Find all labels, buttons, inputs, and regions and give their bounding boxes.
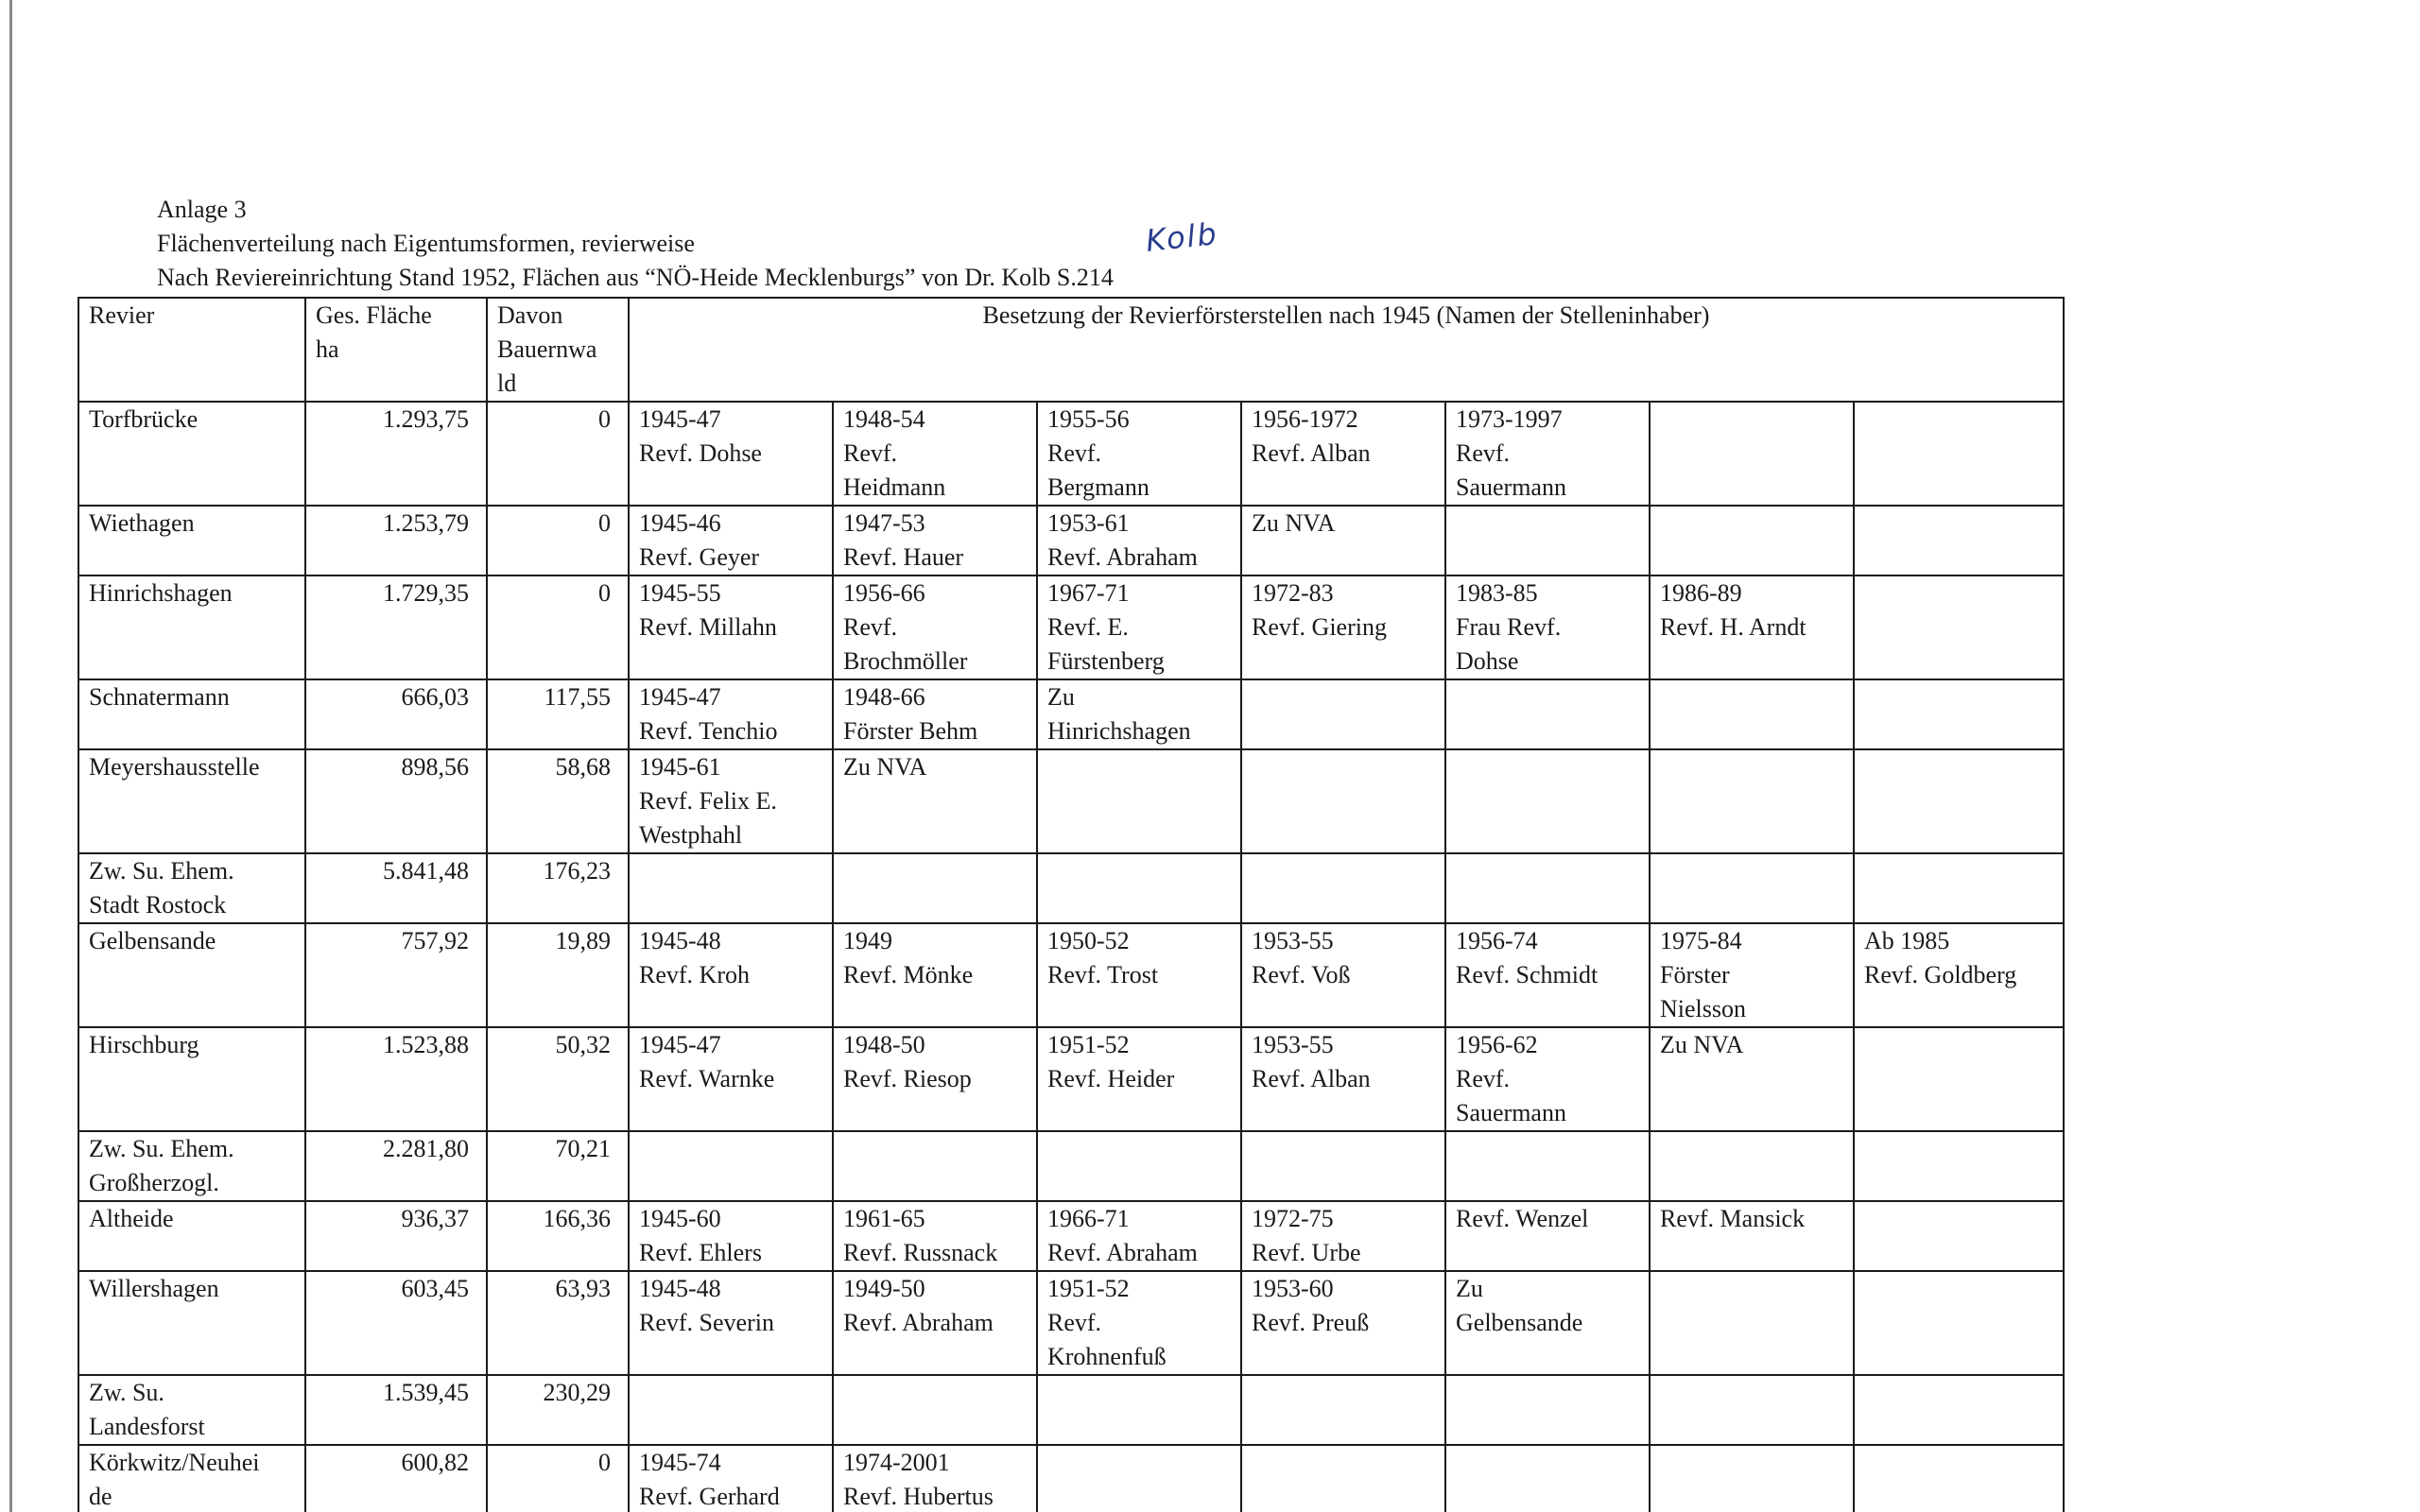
cell-besetzung: 1953-55 Revf. Voß <box>1241 923 1445 1027</box>
cell-bauernwald: 230,29 <box>487 1375 629 1445</box>
cell-besetzung <box>1445 853 1650 923</box>
cell-revier: Zw. Su. Ehem. Großherzogl. <box>78 1131 305 1201</box>
cell-besetzung: 1953-55 Revf. Alban <box>1241 1027 1445 1131</box>
table-row <box>78 1131 2064 1201</box>
cell-bauernwald: 58,68 <box>487 749 629 853</box>
cell-besetzung: 1953-60 Revf. Preuß <box>1241 1271 1445 1375</box>
cell-flaeche: 757,92 <box>305 923 487 1027</box>
column-header-bauernwald: Davon Bauernwa ld <box>487 298 629 402</box>
cell-besetzung: 1974-2001 Revf. Hubertus <box>833 1445 1037 1512</box>
cell-besetzung <box>1650 749 1854 853</box>
table-row <box>78 679 2064 749</box>
cell-besetzung: 1956-74 Revf. Schmidt <box>1445 923 1650 1027</box>
cell-flaeche: 936,37 <box>305 1201 487 1271</box>
table-row <box>78 1271 2064 1375</box>
cell-besetzung <box>629 853 833 923</box>
cell-besetzung: 1955-56 Revf. Bergmann <box>1037 402 1241 506</box>
cell-besetzung <box>1241 679 1445 749</box>
cell-besetzung: Zu Hinrichshagen <box>1037 679 1241 749</box>
cell-besetzung: 1945-74 Revf. Gerhard <box>629 1445 833 1512</box>
cell-flaeche: 1.293,75 <box>305 402 487 506</box>
cell-flaeche: 898,56 <box>305 749 487 853</box>
cell-besetzung <box>1241 749 1445 853</box>
cell-besetzung <box>833 853 1037 923</box>
cell-besetzung <box>1445 506 1650 576</box>
cell-besetzung <box>1650 402 1854 506</box>
cell-besetzung <box>1854 1445 2064 1512</box>
cell-besetzung: Ab 1985 Revf. Goldberg <box>1854 923 2064 1027</box>
table-row <box>78 1027 2064 1131</box>
cell-besetzung: 1945-61 Revf. Felix E. Westphahl <box>629 749 833 853</box>
table-row <box>78 402 2064 506</box>
document-title: Flächenverteilung nach Eigentumsformen, revierweise <box>157 230 695 257</box>
cell-besetzung <box>1650 506 1854 576</box>
cell-besetzung <box>1650 1445 1854 1512</box>
cell-bauernwald: 50,32 <box>487 1027 629 1131</box>
cell-besetzung <box>1854 1375 2064 1445</box>
cell-besetzung: Revf. Wenzel <box>1445 1201 1650 1271</box>
document-source-note: Nach Reviereinrichtung Stand 1952, Flächen aus “NÖ-Heide Mecklenburgs” von Dr. Kolb S.214 <box>157 264 1114 291</box>
cell-besetzung: 1961-65 Revf. Russnack <box>833 1201 1037 1271</box>
cell-besetzung: 1973-1997 Revf. Sauermann <box>1445 402 1650 506</box>
cell-besetzung <box>1445 1131 1650 1201</box>
cell-besetzung <box>1445 1375 1650 1445</box>
cell-besetzung: 1951-52 Revf. Krohnenfuß <box>1037 1271 1241 1375</box>
scan-edge-rule <box>9 0 12 1512</box>
cell-besetzung: 1975-84 Förster Nielsson <box>1650 923 1854 1027</box>
cell-revier: Hinrichshagen <box>78 576 305 679</box>
table-row <box>78 506 2064 576</box>
table-row <box>78 853 2064 923</box>
annex-label: Anlage 3 <box>157 196 247 223</box>
cell-besetzung: 1966-71 Revf. Abraham <box>1037 1201 1241 1271</box>
cell-besetzung <box>1445 749 1650 853</box>
cell-besetzung: 1948-54 Revf. Heidmann <box>833 402 1037 506</box>
cell-besetzung <box>1037 1131 1241 1201</box>
cell-bauernwald: 70,21 <box>487 1131 629 1201</box>
table-row <box>78 1201 2064 1271</box>
table-row <box>78 1375 2064 1445</box>
cell-besetzung <box>1241 1131 1445 1201</box>
cell-besetzung <box>1650 1375 1854 1445</box>
cell-bauernwald: 0 <box>487 1445 629 1512</box>
cell-besetzung <box>1037 1445 1241 1512</box>
cell-besetzung <box>1854 853 2064 923</box>
cell-flaeche: 666,03 <box>305 679 487 749</box>
table-row <box>78 1445 2064 1512</box>
cell-besetzung <box>1037 749 1241 853</box>
cell-revier: Meyershausstelle <box>78 749 305 853</box>
cell-bauernwald: 63,93 <box>487 1271 629 1375</box>
cell-besetzung: 1949-50 Revf. Abraham <box>833 1271 1037 1375</box>
cell-besetzung <box>833 1375 1037 1445</box>
cell-besetzung: 1972-75 Revf. Urbe <box>1241 1201 1445 1271</box>
cell-flaeche: 1.729,35 <box>305 576 487 679</box>
cell-revier: Gelbensande <box>78 923 305 1027</box>
cell-besetzung: 1945-60 Revf. Ehlers <box>629 1201 833 1271</box>
cell-besetzung <box>1854 679 2064 749</box>
cell-besetzung <box>1650 679 1854 749</box>
cell-besetzung: Zu Gelbensande <box>1445 1271 1650 1375</box>
cell-besetzung: 1948-50 Revf. Riesop <box>833 1027 1037 1131</box>
cell-besetzung: 1956-62 Revf. Sauermann <box>1445 1027 1650 1131</box>
cell-bauernwald: 0 <box>487 402 629 506</box>
cell-besetzung <box>1241 853 1445 923</box>
cell-besetzung <box>1854 1201 2064 1271</box>
cell-besetzung: 1986-89 Revf. H. Arndt <box>1650 576 1854 679</box>
cell-bauernwald: 166,36 <box>487 1201 629 1271</box>
cell-besetzung: 1972-83 Revf. Giering <box>1241 576 1445 679</box>
cell-besetzung: 1945-46 Revf. Geyer <box>629 506 833 576</box>
cell-besetzung: 1967-71 Revf. E. Fürstenberg <box>1037 576 1241 679</box>
cell-besetzung <box>1445 679 1650 749</box>
cell-besetzung <box>1037 853 1241 923</box>
cell-besetzung: 1951-52 Revf. Heider <box>1037 1027 1241 1131</box>
cell-besetzung: 1947-53 Revf. Hauer <box>833 506 1037 576</box>
cell-besetzung <box>1854 506 2064 576</box>
cell-revier: Zw. Su. Landesforst <box>78 1375 305 1445</box>
cell-besetzung <box>1854 402 2064 506</box>
cell-besetzung <box>629 1131 833 1201</box>
handwritten-annotation: Kolb <box>1144 215 1220 259</box>
column-header-besetzung: Besetzung der Revierförsterstellen nach 1945 (Namen der Stelleninhaber) <box>629 298 2064 402</box>
cell-besetzung: 1945-47 Revf. Warnke <box>629 1027 833 1131</box>
cell-besetzung: 1945-55 Revf. Millahn <box>629 576 833 679</box>
cell-flaeche: 1.253,79 <box>305 506 487 576</box>
cell-besetzung: Zu NVA <box>833 749 1037 853</box>
table-row <box>78 576 2064 679</box>
cell-bauernwald: 117,55 <box>487 679 629 749</box>
cell-besetzung <box>1854 1271 2064 1375</box>
cell-besetzung <box>1854 576 2064 679</box>
cell-revier: Zw. Su. Ehem. Stadt Rostock <box>78 853 305 923</box>
cell-bauernwald: 176,23 <box>487 853 629 923</box>
table-body <box>78 402 2064 1512</box>
cell-besetzung: Zu NVA <box>1241 506 1445 576</box>
column-header-revier: Revier <box>78 298 305 402</box>
cell-flaeche: 5.841,48 <box>305 853 487 923</box>
cell-revier: Torfbrücke <box>78 402 305 506</box>
cell-flaeche: 2.281,80 <box>305 1131 487 1201</box>
cell-besetzung: 1956-66 Revf. Brochmöller <box>833 576 1037 679</box>
cell-revier: Hirschburg <box>78 1027 305 1131</box>
cell-flaeche: 1.539,45 <box>305 1375 487 1445</box>
cell-besetzung: 1953-61 Revf. Abraham <box>1037 506 1241 576</box>
cell-besetzung <box>1854 1131 2064 1201</box>
cell-besetzung: 1945-48 Revf. Kroh <box>629 923 833 1027</box>
cell-besetzung: 1983-85 Frau Revf. Dohse <box>1445 576 1650 679</box>
cell-besetzung <box>1650 853 1854 923</box>
cell-besetzung <box>1854 1027 2064 1131</box>
cell-bauernwald: 0 <box>487 576 629 679</box>
cell-besetzung <box>1241 1445 1445 1512</box>
column-header-flaeche: Ges. Fläche ha <box>305 298 487 402</box>
cell-bauernwald: 0 <box>487 506 629 576</box>
cell-besetzung: 1945-48 Revf. Severin <box>629 1271 833 1375</box>
cell-revier: Schnatermann <box>78 679 305 749</box>
cell-besetzung <box>1445 1445 1650 1512</box>
table-row <box>78 923 2064 1027</box>
cell-besetzung <box>1241 1375 1445 1445</box>
cell-flaeche: 603,45 <box>305 1271 487 1375</box>
cell-besetzung: 1948-66 Förster Behm <box>833 679 1037 749</box>
cell-revier: Willershagen <box>78 1271 305 1375</box>
cell-revier: Wiethagen <box>78 506 305 576</box>
cell-besetzung <box>1650 1131 1854 1201</box>
cell-besetzung: Revf. Mansick <box>1650 1201 1854 1271</box>
cell-besetzung: 1950-52 Revf. Trost <box>1037 923 1241 1027</box>
cell-besetzung <box>1854 749 2064 853</box>
cell-bauernwald: 19,89 <box>487 923 629 1027</box>
cell-besetzung <box>629 1375 833 1445</box>
table-row <box>78 749 2064 853</box>
cell-besetzung: 1945-47 Revf. Tenchio <box>629 679 833 749</box>
cell-besetzung <box>833 1131 1037 1201</box>
cell-besetzung: 1949 Revf. Mönke <box>833 923 1037 1027</box>
cell-besetzung: 1956-1972 Revf. Alban <box>1241 402 1445 506</box>
cell-besetzung: Zu NVA <box>1650 1027 1854 1131</box>
revier-table <box>78 297 2065 1512</box>
cell-besetzung <box>1037 1375 1241 1445</box>
cell-flaeche: 1.523,88 <box>305 1027 487 1131</box>
cell-flaeche: 600,82 <box>305 1445 487 1512</box>
cell-besetzung: 1945-47 Revf. Dohse <box>629 402 833 506</box>
cell-revier: Altheide <box>78 1201 305 1271</box>
cell-revier: Körkwitz/Neuhei de <box>78 1445 305 1512</box>
cell-besetzung <box>1650 1271 1854 1375</box>
